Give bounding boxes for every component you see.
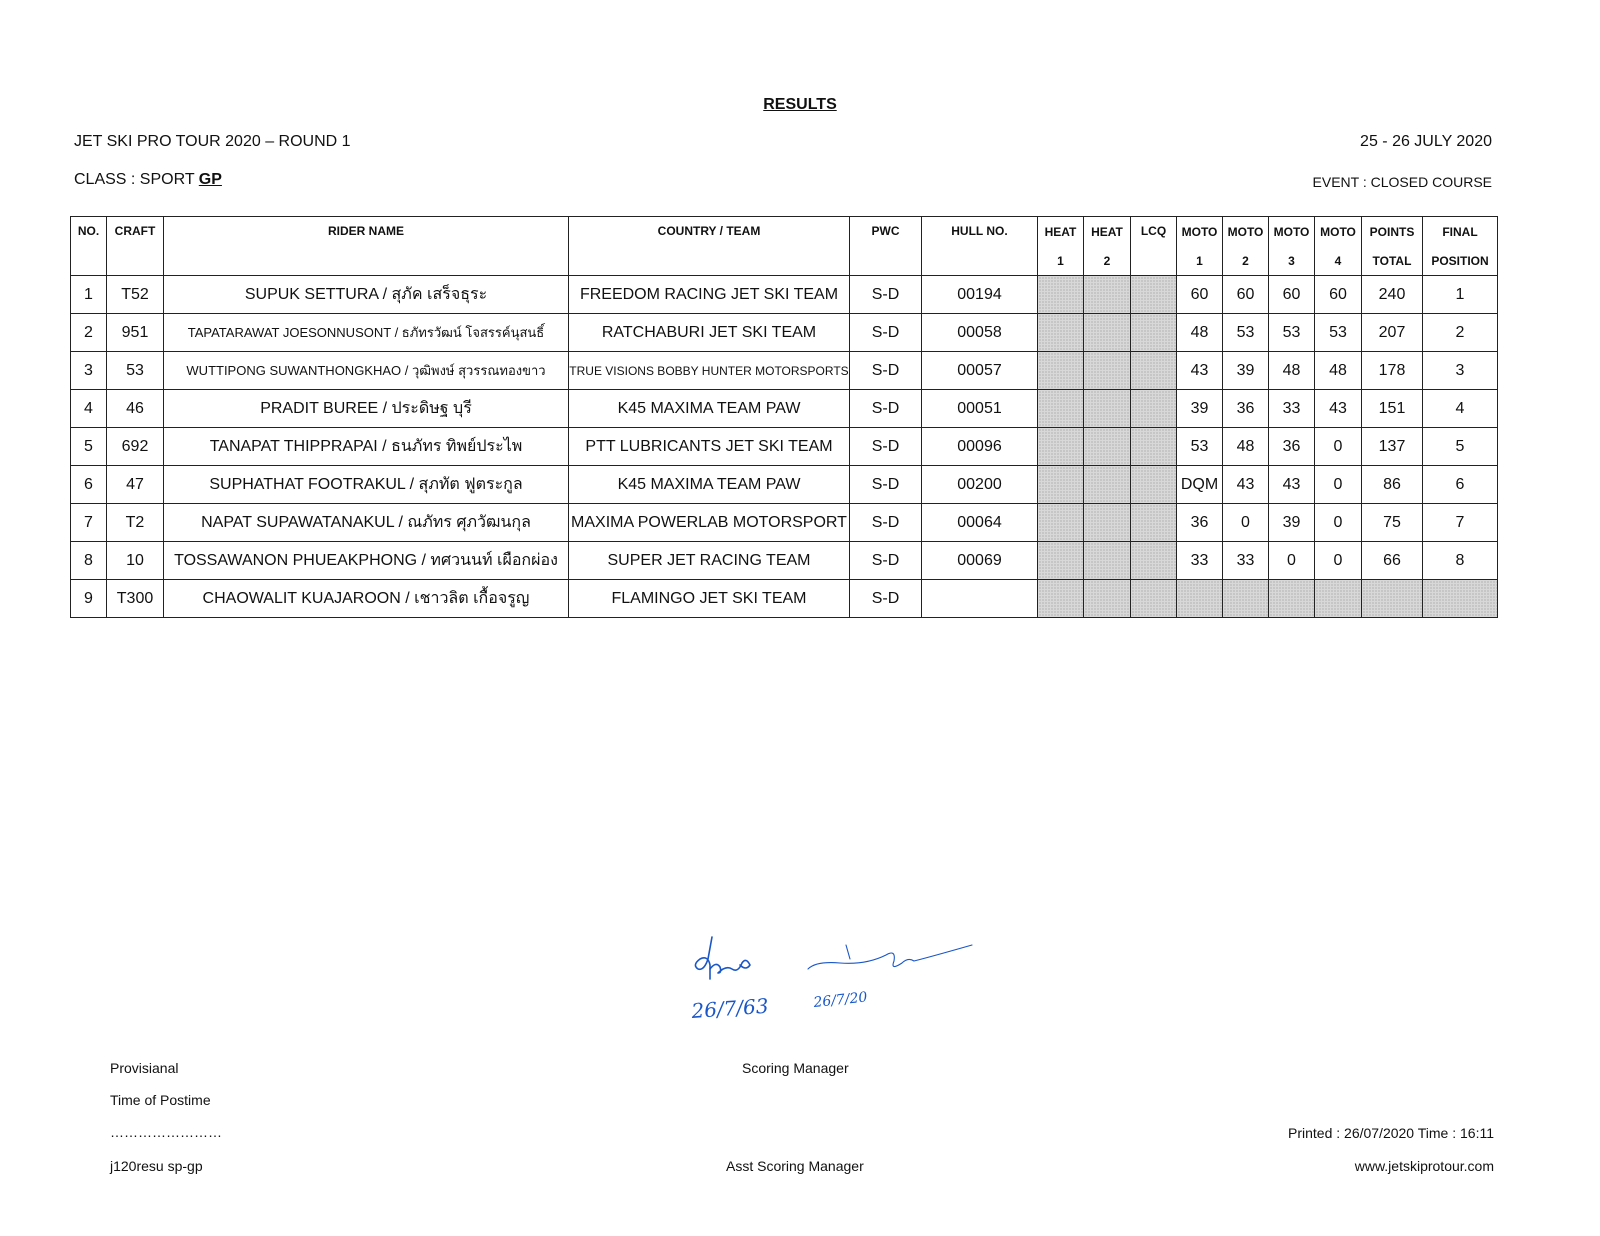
- document-code: j120resu sp-gp: [110, 1158, 203, 1174]
- cell-no: 8: [71, 542, 107, 580]
- cell-pwc: S-D: [850, 542, 922, 580]
- cell-hull: [922, 580, 1038, 618]
- class-gp: GP: [198, 171, 222, 188]
- cell-moto3: 53: [1269, 314, 1315, 352]
- cell-lcq: [1131, 314, 1177, 352]
- col-moto2-num: 2: [1223, 246, 1269, 276]
- col-moto3-num: 3: [1269, 246, 1315, 276]
- cell-pwc: S-D: [850, 466, 922, 504]
- cell-heat1: [1038, 276, 1084, 314]
- cell-moto3: 36: [1269, 428, 1315, 466]
- cell-total: 178: [1362, 352, 1423, 390]
- postime-value-blank: ……………………: [110, 1124, 222, 1140]
- cell-pwc: S-D: [850, 580, 922, 618]
- cell-craft: 692: [107, 428, 164, 466]
- cell-heat2: [1084, 504, 1131, 542]
- cell-position: 4: [1423, 390, 1498, 428]
- col-points: POINTS: [1362, 217, 1423, 247]
- signature-date-2: 26/7/20: [812, 989, 869, 1011]
- cell-hull: 00194: [922, 276, 1038, 314]
- cell-hull: 00096: [922, 428, 1038, 466]
- provisional-label: Provisianal: [110, 1060, 179, 1076]
- cell-heat1: [1038, 428, 1084, 466]
- cell-craft: 53: [107, 352, 164, 390]
- cell-total: 66: [1362, 542, 1423, 580]
- cell-total: [1362, 580, 1423, 618]
- cell-heat2: [1084, 352, 1131, 390]
- cell-hull: 00058: [922, 314, 1038, 352]
- cell-no: 2: [71, 314, 107, 352]
- cell-moto2: 53: [1223, 314, 1269, 352]
- class-line: [74, 171, 222, 189]
- cell-no: 1: [71, 276, 107, 314]
- cell-total: 151: [1362, 390, 1423, 428]
- cell-heat1: [1038, 352, 1084, 390]
- cell-moto4: [1315, 580, 1362, 618]
- cell-position: 5: [1423, 428, 1498, 466]
- table-row: [71, 580, 1498, 618]
- col-moto3: MOTO: [1269, 217, 1315, 247]
- cell-rider: PRADIT BUREE / ประดิษฐ บุรี: [164, 390, 569, 428]
- cell-lcq: [1131, 542, 1177, 580]
- cell-moto2: 43: [1223, 466, 1269, 504]
- cell-rider: SUPHATHAT FOOTRAKUL / สุภทัต ฟูตระกูล: [164, 466, 569, 504]
- page-title: RESULTS: [763, 96, 837, 113]
- cell-pwc: S-D: [850, 428, 922, 466]
- cell-hull: 00057: [922, 352, 1038, 390]
- cell-moto3: 0: [1269, 542, 1315, 580]
- signature-date-1: 26/7/63: [690, 993, 770, 1023]
- cell-moto4: 0: [1315, 466, 1362, 504]
- cell-moto3: 48: [1269, 352, 1315, 390]
- website-url: www.jetskiprotour.com: [1354, 1158, 1494, 1174]
- cell-moto2: 36: [1223, 390, 1269, 428]
- cell-pwc: S-D: [850, 390, 922, 428]
- cell-total: 75: [1362, 504, 1423, 542]
- table-row: [71, 314, 1498, 352]
- cell-total: 240: [1362, 276, 1423, 314]
- cell-total: 207: [1362, 314, 1423, 352]
- cell-rider: SUPUK SETTURA / สุภัค เสร็จธุระ: [164, 276, 569, 314]
- cell-moto3: 39: [1269, 504, 1315, 542]
- cell-no: 9: [71, 580, 107, 618]
- cell-moto3: 43: [1269, 466, 1315, 504]
- cell-position: 3: [1423, 352, 1498, 390]
- cell-craft: T52: [107, 276, 164, 314]
- col-moto4-num: 4: [1315, 246, 1362, 276]
- cell-heat2: [1084, 276, 1131, 314]
- table-row: [71, 352, 1498, 390]
- cell-craft: T2: [107, 504, 164, 542]
- cell-team: RATCHABURI JET SKI TEAM: [569, 314, 850, 352]
- cell-heat1: [1038, 390, 1084, 428]
- cell-no: 7: [71, 504, 107, 542]
- table-row: [71, 466, 1498, 504]
- col-final: FINAL: [1423, 217, 1498, 247]
- cell-lcq: [1131, 428, 1177, 466]
- cell-team: TRUE VISIONS BOBBY HUNTER MOTORSPORTS: [569, 352, 850, 390]
- scoring-manager-label: Scoring Manager: [742, 1060, 849, 1076]
- class-prefix: CLASS : SPORT: [74, 171, 199, 188]
- signature-scoring-manager: [690, 937, 769, 1023]
- col-heat1: HEAT: [1038, 217, 1084, 247]
- cell-moto2: [1223, 580, 1269, 618]
- cell-team: SUPER JET RACING TEAM: [569, 542, 850, 580]
- cell-rider: TANAPAT THIPPRAPAI / ธนภัทร ทิพย์ประไพ: [164, 428, 569, 466]
- col-heat2-num: 2: [1084, 246, 1131, 276]
- cell-lcq: [1131, 466, 1177, 504]
- cell-total: 86: [1362, 466, 1423, 504]
- table-row: [71, 276, 1498, 314]
- cell-moto3: [1269, 580, 1315, 618]
- col-moto4: MOTO: [1315, 217, 1362, 247]
- cell-moto1: [1177, 580, 1223, 618]
- cell-position: 6: [1423, 466, 1498, 504]
- cell-heat2: [1084, 390, 1131, 428]
- col-moto2: MOTO: [1223, 217, 1269, 247]
- cell-no: 5: [71, 428, 107, 466]
- cell-moto2: 0: [1223, 504, 1269, 542]
- cell-no: 3: [71, 352, 107, 390]
- cell-rider: WUTTIPONG SUWANTHONGKHAO / วุฒิพงษ์ สุวรรณทองขาว: [164, 352, 569, 390]
- cell-rider: CHAOWALIT KUAJAROON / เชาวลิต เกื้อจรูญ: [164, 580, 569, 618]
- cell-craft: 10: [107, 542, 164, 580]
- cell-team: PTT LUBRICANTS JET SKI TEAM: [569, 428, 850, 466]
- col-position: POSITION: [1423, 246, 1498, 276]
- col-hull: HULL NO.: [922, 217, 1038, 276]
- cell-heat1: [1038, 542, 1084, 580]
- cell-heat2: [1084, 580, 1131, 618]
- cell-position: 7: [1423, 504, 1498, 542]
- cell-lcq: [1131, 504, 1177, 542]
- cell-moto1: 39: [1177, 390, 1223, 428]
- asst-scoring-manager-label: Asst Scoring Manager: [726, 1158, 864, 1174]
- table-row: [71, 428, 1498, 466]
- signature-asst-scoring-manager: [808, 945, 972, 1011]
- cell-position: 2: [1423, 314, 1498, 352]
- cell-position: [1423, 580, 1498, 618]
- cell-no: 4: [71, 390, 107, 428]
- cell-team: K45 MAXIMA TEAM PAW: [569, 466, 850, 504]
- cell-position: 1: [1423, 276, 1498, 314]
- col-moto1: MOTO: [1177, 217, 1223, 247]
- cell-moto1: DQM: [1177, 466, 1223, 504]
- cell-moto4: 43: [1315, 390, 1362, 428]
- cell-heat2: [1084, 542, 1131, 580]
- postime-label: Time of Postime: [110, 1092, 211, 1108]
- handwritten-signatures: [690, 935, 990, 1035]
- cell-lcq: [1131, 352, 1177, 390]
- cell-craft: 46: [107, 390, 164, 428]
- cell-moto3: 33: [1269, 390, 1315, 428]
- cell-team: MAXIMA POWERLAB MOTORSPORT: [569, 504, 850, 542]
- cell-total: 137: [1362, 428, 1423, 466]
- cell-craft: 47: [107, 466, 164, 504]
- cell-hull: 00064: [922, 504, 1038, 542]
- cell-moto2: 48: [1223, 428, 1269, 466]
- cell-position: 8: [1423, 542, 1498, 580]
- col-team: COUNTRY / TEAM: [569, 217, 850, 276]
- cell-moto1: 60: [1177, 276, 1223, 314]
- cell-hull: 00051: [922, 390, 1038, 428]
- col-total: TOTAL: [1362, 246, 1423, 276]
- col-heat2: HEAT: [1084, 217, 1131, 247]
- cell-lcq: [1131, 390, 1177, 428]
- table-row: [71, 504, 1498, 542]
- col-craft: CRAFT: [107, 217, 164, 276]
- cell-moto2: 60: [1223, 276, 1269, 314]
- cell-heat1: [1038, 314, 1084, 352]
- cell-moto4: 53: [1315, 314, 1362, 352]
- cell-moto4: 60: [1315, 276, 1362, 314]
- col-no: NO.: [71, 217, 107, 276]
- cell-heat2: [1084, 428, 1131, 466]
- cell-lcq: [1131, 580, 1177, 618]
- cell-rider: NAPAT SUPAWATANAKUL / ณภัทร ศุภวัฒนกุล: [164, 504, 569, 542]
- cell-moto1: 43: [1177, 352, 1223, 390]
- cell-pwc: S-D: [850, 276, 922, 314]
- col-heat1-num: 1: [1038, 246, 1084, 276]
- col-lcq: LCQ: [1131, 217, 1177, 276]
- event-type: EVENT : CLOSED COURSE: [1312, 174, 1492, 190]
- cell-team: FLAMINGO JET SKI TEAM: [569, 580, 850, 618]
- cell-team: K45 MAXIMA TEAM PAW: [569, 390, 850, 428]
- cell-rider: TAPATARAWAT JOESONNUSONT / ธภัทรวัฒน์ โจสรรค์นุสนธิ์: [164, 314, 569, 352]
- cell-moto3: 60: [1269, 276, 1315, 314]
- cell-moto1: 53: [1177, 428, 1223, 466]
- cell-heat1: [1038, 580, 1084, 618]
- cell-moto4: 0: [1315, 428, 1362, 466]
- cell-craft: 951: [107, 314, 164, 352]
- cell-moto4: 48: [1315, 352, 1362, 390]
- cell-moto2: 33: [1223, 542, 1269, 580]
- event-dates: 25 - 26 JULY 2020: [1360, 133, 1492, 150]
- cell-moto1: 48: [1177, 314, 1223, 352]
- cell-heat2: [1084, 466, 1131, 504]
- results-table: [70, 216, 1498, 618]
- col-pwc: PWC: [850, 217, 922, 276]
- cell-heat2: [1084, 314, 1131, 352]
- cell-moto1: 36: [1177, 504, 1223, 542]
- table-row: [71, 542, 1498, 580]
- cell-moto1: 33: [1177, 542, 1223, 580]
- cell-rider: TOSSAWANON PHUEAKPHONG / ทศวนนท์ เผือกผ่อง: [164, 542, 569, 580]
- cell-heat1: [1038, 504, 1084, 542]
- table-row: [71, 390, 1498, 428]
- cell-no: 6: [71, 466, 107, 504]
- cell-hull: 00200: [922, 466, 1038, 504]
- cell-team: FREEDOM RACING JET SKI TEAM: [569, 276, 850, 314]
- event-name: JET SKI PRO TOUR 2020 – ROUND 1: [74, 133, 351, 150]
- cell-hull: 00069: [922, 542, 1038, 580]
- cell-pwc: S-D: [850, 352, 922, 390]
- cell-craft: T300: [107, 580, 164, 618]
- cell-pwc: S-D: [850, 504, 922, 542]
- col-rider: RIDER NAME: [164, 217, 569, 276]
- cell-moto4: 0: [1315, 542, 1362, 580]
- cell-moto4: 0: [1315, 504, 1362, 542]
- cell-pwc: S-D: [850, 314, 922, 352]
- cell-lcq: [1131, 276, 1177, 314]
- printed-timestamp: Printed : 26/07/2020 Time : 16:11: [1288, 1125, 1494, 1141]
- header-row-1: [71, 217, 1498, 247]
- cell-heat1: [1038, 466, 1084, 504]
- col-moto1-num: 1: [1177, 246, 1223, 276]
- cell-moto2: 39: [1223, 352, 1269, 390]
